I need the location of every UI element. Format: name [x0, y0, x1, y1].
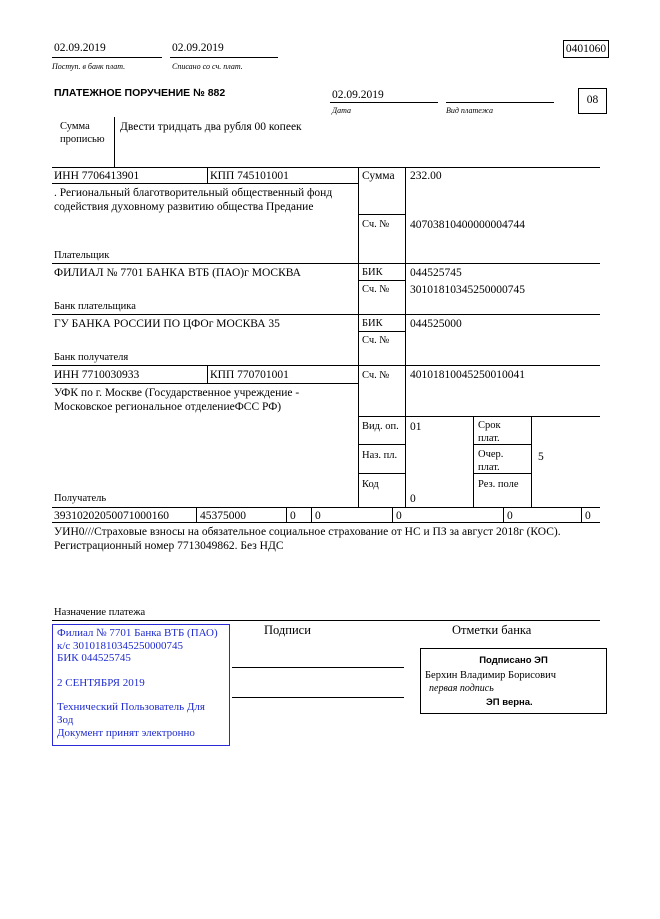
divider: [114, 117, 115, 167]
date-label: Дата: [332, 106, 351, 115]
payer-account-label: Сч. №: [362, 219, 390, 230]
divider: [358, 280, 406, 281]
ocher-value: 5: [538, 451, 544, 463]
divider: [405, 167, 406, 507]
signature-line-1: [232, 667, 404, 668]
payer-bank-account-label: Сч. №: [362, 284, 390, 295]
divider: [531, 416, 532, 507]
divider: [330, 102, 438, 103]
received-label: Поступ. в банк плат.: [52, 62, 126, 71]
divider: [581, 507, 582, 522]
received-date: 02.09.2019: [54, 42, 106, 54]
divider: [52, 183, 358, 184]
payment-type-label: Вид платежа: [446, 106, 493, 115]
debited-date: 02.09.2019: [172, 42, 224, 54]
amount-words-label: Сумма прописью: [60, 121, 105, 145]
stamp-date: 2 СЕНТЯБРЯ 2019: [57, 676, 145, 689]
divider: [52, 365, 600, 366]
divider: [358, 331, 406, 332]
kod-value: 0: [410, 493, 416, 505]
document-title: ПЛАТЕЖНОЕ ПОРУЧЕНИЕ № 882: [54, 87, 226, 99]
ep-role: первая подпись: [429, 683, 494, 694]
payer-bank-account: 30101810345250000745: [410, 284, 525, 296]
divider: [52, 57, 162, 58]
naz-label: Наз. пл.: [362, 450, 398, 461]
divider: [170, 57, 278, 58]
divider: [52, 383, 358, 384]
payer-bank-label: Банк плательщика: [54, 301, 136, 312]
divider: [392, 507, 393, 522]
divider: [358, 473, 406, 474]
payee-bank-name: ГУ БАНКА РОССИИ ПО ЦФОг МОСКВА 35: [54, 318, 280, 330]
sum-value: 232.00: [410, 170, 442, 182]
divider: [207, 365, 208, 383]
divider: [473, 416, 474, 507]
amount-words-value: Двести тридцать два рубля 00 копеек: [120, 121, 302, 133]
divider: [52, 314, 600, 315]
payer-label: Плательщик: [54, 250, 110, 261]
payer-bank-name: ФИЛИАЛ № 7701 БАНКА ВТБ (ПАО)г МОСКВА: [54, 267, 301, 279]
ep-signer: Берхин Владимир Борисович: [425, 670, 556, 681]
bank-marks-label: Отметки банка: [452, 623, 532, 637]
divider: [52, 507, 600, 508]
payer-bank-bik-label: БИК: [362, 267, 383, 278]
purpose-text: УИН0///Страховые взносы на обязательное социальное страхование от НС и ПЗ за август 2018г (КОС). Регистрационный номер 7713049862. Без НДС: [54, 526, 561, 552]
divider: [52, 263, 600, 264]
budget-field-1: 0: [290, 510, 296, 522]
stamp-user: Технический Пользователь Для: [57, 701, 205, 714]
payee-kpp: КПП 770701001: [210, 369, 289, 381]
payee-name: УФК по г. Москве (Государственное учреждение - Московское региональное отделениеФСС РФ): [54, 387, 300, 413]
sum-label: Сумма: [362, 170, 395, 182]
payer-account: 40703810400000004744: [410, 219, 525, 231]
payee-bank-bik: 044525000: [410, 318, 462, 330]
purpose-label: Назначение платежа: [54, 607, 146, 618]
stamp-bank-name: Филиал № 7701 Банка ВТБ (ПАО): [57, 627, 218, 639]
oktmo-value: 45375000: [200, 510, 246, 522]
budget-field-4: 0: [507, 510, 513, 522]
divider: [286, 507, 287, 522]
srok-label: Срок плат.: [478, 420, 501, 444]
payer-inn: ИНН 7706413901: [54, 170, 140, 182]
payee-label: Получатель: [54, 493, 107, 504]
divider: [196, 507, 197, 522]
stamp-accepted: Документ принят электронно: [57, 726, 195, 739]
payer-name: . Региональный благотворительный общественный фонд содействия духовному развитию общества Предание: [54, 187, 333, 213]
ep-status: ЭП верна.: [486, 697, 533, 708]
divider: [52, 620, 600, 621]
payee-bank-bik-label: БИК: [362, 318, 383, 329]
payee-account-label: Сч. №: [362, 370, 390, 381]
debited-label: Списано со сч. плат.: [172, 62, 243, 71]
form-code: 0401060: [563, 40, 609, 58]
divider: [358, 214, 406, 215]
budget-field-2: 0: [315, 510, 321, 522]
stamp-corr-account: к/с 30101810345250000745: [57, 639, 184, 652]
payer-kpp: КПП 745101001: [210, 170, 289, 182]
vid-op-label: Вид. оп.: [362, 421, 399, 432]
signature-line-2: [232, 697, 404, 698]
divider: [52, 167, 600, 168]
payee-bank-label: Банк получателя: [54, 352, 129, 363]
divider: [503, 507, 504, 522]
kod-label: Код: [362, 479, 379, 490]
divider: [446, 102, 554, 103]
stamp-bik: БИК 044525745: [57, 652, 131, 665]
vid-op-value: 01: [410, 421, 422, 433]
budget-field-5: 0: [585, 510, 591, 522]
bank-stamp: [52, 624, 230, 746]
document-date: 02.09.2019: [332, 89, 384, 101]
rez-label: Рез. поле: [478, 479, 519, 490]
payee-account: 40101810045250010041: [410, 369, 525, 381]
payer-bank-bik: 044525745: [410, 267, 462, 279]
ep-stamp-title: Подписано ЭП: [479, 655, 548, 666]
ocher-label: Очер. плат.: [478, 449, 504, 473]
stamp-user-2: Зод: [57, 713, 74, 726]
divider: [311, 507, 312, 522]
budget-field-3: 0: [396, 510, 402, 522]
divider: [207, 167, 208, 183]
divider: [358, 167, 359, 507]
payee-inn: ИНН 7710030933: [54, 369, 140, 381]
kbk-value: 39310202050071000160: [54, 510, 169, 522]
payee-bank-account-label: Сч. №: [362, 335, 390, 346]
divider: [358, 416, 600, 417]
status-code: 08: [578, 88, 607, 114]
divider: [358, 444, 406, 445]
signatures-label: Подписи: [264, 623, 311, 637]
